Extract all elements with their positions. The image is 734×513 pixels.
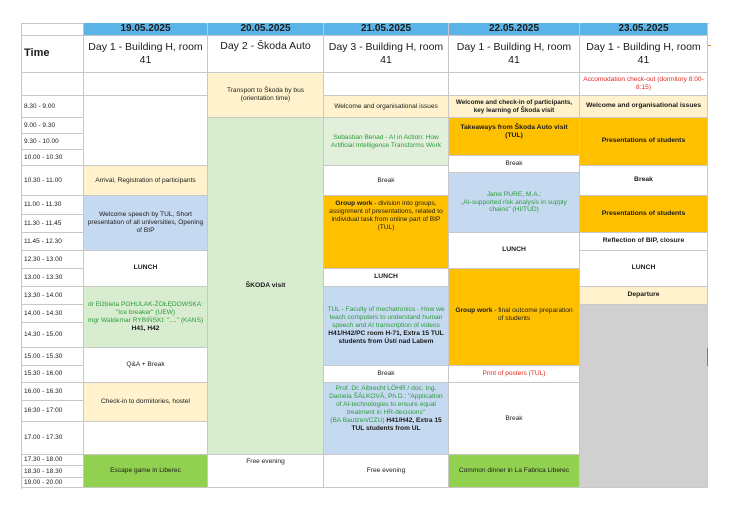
day2-free-evening: Free evening <box>208 455 324 488</box>
day5-departure: Departure <box>580 287 708 305</box>
day1-lunch: LUNCH <box>84 251 208 287</box>
time-cell: 9.00 - 9.30 <box>21 118 84 134</box>
day3-lunch: LUNCH <box>324 269 449 287</box>
day3-welcome: Welcome and organisational issues <box>324 96 449 118</box>
time-cell: 9.30 - 10.00 <box>21 134 84 150</box>
day4-break: Break <box>449 156 580 173</box>
day1-speakers <box>84 287 208 348</box>
day3-tul-title: TUL - Faculty of mechatronics - How we teach computers to understand human speech and AI transcription of videos <box>327 306 445 330</box>
time-cell: 15.00 - 15.30 <box>21 348 84 366</box>
date-day1: 19.05.2025 <box>84 23 208 36</box>
day1-escape-game: Escape game in Liberec <box>84 455 208 488</box>
day1-arrival: Arrival, Registration of participants <box>84 166 208 196</box>
day1-empty-evening <box>84 422 208 455</box>
date-day2: 20.05.2025 <box>208 23 324 36</box>
day5-break: Break <box>580 166 708 196</box>
day4-janis-title: „AI-supported risk analysis in supply chains" (HI/TUD) <box>461 198 567 214</box>
day2-transport: Transport to Škoda by bus (orientation time) <box>208 73 324 118</box>
day4-title: Day 1 - Building H, room 41 <box>449 36 580 73</box>
day1-speakers-room: H41, H42 <box>131 324 160 332</box>
day5-reflection: Reflection of BIP, closure <box>580 233 708 251</box>
time-cell: 15.30 - 16.00 <box>21 366 84 383</box>
time-cell: 10.30 - 11.00 <box>21 166 84 196</box>
day3-title: Day 3 - Building H, room 41 <box>324 36 449 73</box>
day1-speaker-1: dr Elżbieta POHULAK-ŻOŁĘDOWSKA: "Ice breaker" (UEW) <box>87 301 204 317</box>
time-header: Time <box>21 36 84 73</box>
time-cell: 14.00 - 14.30 <box>21 305 84 323</box>
date-day4: 22.05.2025 <box>449 23 580 36</box>
time-cell: 8.30 - 9.00 <box>21 96 84 118</box>
day1-checkin: Check-in to dormitories, hostel <box>84 383 208 422</box>
day3-tul-room: H41/H42/PC room H-71, Extra 15 TUL students from Ústí nad Labem <box>328 329 444 345</box>
day3-prof-room-b: H41/H42, Extra 15 TUL students from UL <box>351 416 442 432</box>
time-cell: 10.00 - 10.30 <box>21 150 84 166</box>
day5-lunch: LUNCH <box>580 251 708 287</box>
day4-print-posters: Print of posters (TUL) <box>449 366 580 383</box>
day3-prof-title: Prof. Dr. Albrecht LÖHR / doc. Ing. Daniela ŠÁLKOVÁ, Ph.D.: "Application of AI-technologies to ensure equal treatment in HR-decisions" <box>329 385 443 416</box>
time-cell: 12.30 - 13.00 <box>21 251 84 269</box>
day1-welcome-speech: Welcome speech by TUL, Short presentation of all universities, Opening of BIP <box>84 196 208 251</box>
day4-group-work-text: - final outcome preparation of students <box>492 307 573 322</box>
day3-ai-talk: Sebastian Benad - AI in Action: How Artificial Intelligence Transforms Work <box>324 118 449 166</box>
date-day3: 21.05.2025 <box>324 23 449 36</box>
day2-title: Day 2 - Škoda Auto <box>208 36 324 73</box>
time-cell: 11.00 - 11.30 <box>21 196 84 215</box>
time-cell-blank <box>21 73 84 96</box>
time-cell: 17.00 - 17.30 <box>21 422 84 455</box>
day5-empty-area <box>580 305 708 488</box>
day1-empty-morning <box>84 96 208 166</box>
day5-welcome: Welcome and organisational issues <box>580 96 708 118</box>
day5-title: Day 1 - Building H, room 41 <box>580 36 708 73</box>
day3-group-work-text: - division into groups, assignment of presentations, related to individual task from online part of BIP (TUL) <box>329 200 443 231</box>
sheet-edge-marker <box>708 45 711 46</box>
time-cell: 19.00 - 20.00 <box>21 478 84 488</box>
day3-free-evening: Free evening <box>324 455 449 488</box>
time-cell: 11.45 - 12.30 <box>21 233 84 251</box>
time-cell: 11.30 - 11.45 <box>21 215 84 233</box>
day4-welcome: Welcome and check-in of participants, key learning of Škoda visit <box>449 96 580 118</box>
day3-group-work-title: Group work <box>335 200 373 207</box>
time-cell: 16.00 - 16.30 <box>21 383 84 401</box>
day5-checkout: Accomodation check-out (dormitory 8:00-8:15) <box>580 73 708 96</box>
day4-blank <box>449 73 580 96</box>
day4-group-work <box>449 269 580 366</box>
time-cell: 14.30 - 15.00 <box>21 323 84 348</box>
day3-prof-session <box>324 383 449 455</box>
time-cell: 18.30 - 18.30 <box>21 466 84 478</box>
day3-prof-room-a: (BA Bautzen/CZU) <box>330 416 385 424</box>
day5-presentations: Presentations of students <box>580 118 708 166</box>
day4-janis-name: Janis PURE, M.A.: <box>486 190 542 198</box>
header-corner <box>21 23 84 36</box>
day1-blank <box>84 73 208 96</box>
time-cell: 13.00 - 13.30 <box>21 269 84 287</box>
day1-title: Day 1 - Building H, room 41 <box>84 36 208 73</box>
cell-selection-marker <box>707 348 711 366</box>
day1-speaker-2: mgr Waldemar RYBIŃSKI: "...." (KANS) <box>87 317 204 324</box>
time-cell: 13.30 - 14.00 <box>21 287 84 305</box>
day4-lunch: LUNCH <box>449 233 580 269</box>
time-cell: 17.30 - 18.00 <box>21 455 84 466</box>
day4-break-2: Break <box>449 383 580 455</box>
day3-tul-session <box>324 287 449 366</box>
day4-group-work-title: Group work <box>455 307 493 314</box>
day5-presentations-2: Presentations of students <box>580 196 708 233</box>
date-day5: 23.05.2025 <box>580 23 708 36</box>
day4-takeaways: Takeaways from Škoda Auto visit (TUL) <box>449 118 580 156</box>
day4-common-dinner: Common dinner in La Fabrica Liberec <box>449 455 580 488</box>
day3-break: Break <box>324 166 449 196</box>
day2-skoda-visit: ŠKODA visit <box>208 118 324 455</box>
day4-janis-session <box>449 173 580 233</box>
day1-qa-break: Q&A + Break <box>84 348 208 383</box>
day3-blank <box>324 73 449 96</box>
time-cell: 16:30 - 17:00 <box>21 401 84 422</box>
day3-group-work <box>324 196 449 269</box>
day3-break-2: Break <box>324 366 449 383</box>
